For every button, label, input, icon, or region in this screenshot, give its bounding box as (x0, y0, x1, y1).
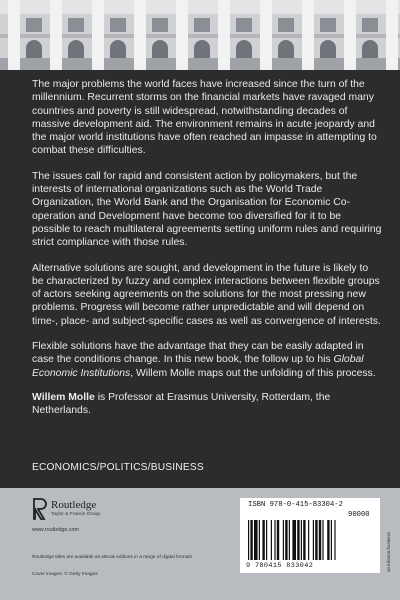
colonnade-photo-icon (0, 0, 400, 70)
barcode-bar (262, 520, 264, 560)
barcode-bar (308, 520, 309, 560)
barcode-bar (250, 520, 252, 560)
blurb-paragraph-2: The issues call for rapid and consistent action by policymakers, but the interests of international organizations such as the World Trade Organization, the World Bank and the Organisation for Economic Co-operation and Development have become too diversified for it to be possible to reach multilateral agreements setting uniform rules and requiring strict compliance with those rules. (32, 170, 382, 249)
author-bio (32, 391, 382, 418)
barcode-bar (313, 520, 314, 560)
barcode-bar (327, 520, 329, 560)
price-code: 90000 (348, 511, 370, 519)
cover-credit: Cover images: © Getty Images (32, 572, 98, 577)
blurb (32, 78, 382, 430)
informa-tagline: an informa business (386, 531, 391, 572)
blurb-paragraph-1: The major problems the world faces have increased since the turn of the millennium. Recurrent storms on the financial markets have ravaged many countries and poverty is still widespread, notwithstanding decades of massive development aid. The environment remains in acute jeopardy and the major world institutions have often reached an impasse in attempting to combat these difficulties. (32, 79, 377, 157)
cover-photo (0, 0, 400, 70)
barcode-bar (274, 520, 275, 560)
barcode-bar (297, 520, 299, 560)
barcode-bar (248, 520, 249, 560)
barcode-bar (331, 520, 332, 560)
barcode-bar (315, 520, 317, 560)
barcode-bar (283, 520, 284, 560)
barcode-bar (289, 520, 290, 560)
subject-category: ECONOMICS/POLITICS/BUSINESS (32, 462, 204, 473)
barcode-bar (259, 520, 260, 560)
publisher-group: Taylor & Francis Group (51, 512, 101, 517)
barcode-block (240, 498, 380, 573)
previous-book-title: Global Economic Institutions (32, 354, 364, 379)
barcode-bar (303, 520, 305, 560)
barcode-bar (322, 520, 323, 560)
barcode-bar (319, 520, 321, 560)
blurb-paragraph-4-end: , Willem Molle maps out the unfolding of this process. (130, 367, 376, 379)
barcode-bar (271, 520, 272, 560)
ean-digits: 9 780415 833042 (246, 562, 314, 570)
blurb-paragraph-4 (32, 340, 382, 380)
publisher-name: Routledge (51, 499, 97, 511)
footer-band (0, 488, 400, 600)
routledge-logo-icon (32, 498, 48, 520)
author-name: Willem Molle (32, 391, 95, 403)
barcode-bar (266, 520, 267, 560)
blurb-paragraph-4-start: Flexible solutions have the advantage that they can be easily adapted in case the conditions change. In this new book, the follow up to his (32, 341, 364, 366)
blurb-paragraph-3: Alternative solutions are sought, and development in the future is likely to be characterized by fuzzy and complex interactions between flexible groups of actors seeking agreements on the solutions for the most pressing new problems. Progress will become rather unpredictable and will depend on time-, place- and subject-specific cases as well as convergence of interests. (32, 262, 381, 327)
barcode-bar (277, 520, 279, 560)
barcode-bar (254, 520, 258, 560)
barcode-icon (246, 520, 374, 560)
barcode-bar (292, 520, 296, 560)
barcode-bar (334, 520, 335, 560)
publisher-url[interactable]: www.routledge.com (32, 527, 80, 533)
barcode-bar (301, 520, 302, 560)
ebook-note: Routledge titles are available as eBook editions in a range of digital formats (32, 555, 192, 560)
isbn-number: ISBN 978-0-415-83304-2 (248, 501, 343, 509)
author-bio-text: is Professor at Erasmus University, Rotterdam, the Netherlands. (32, 391, 331, 417)
barcode-bar (285, 520, 287, 560)
